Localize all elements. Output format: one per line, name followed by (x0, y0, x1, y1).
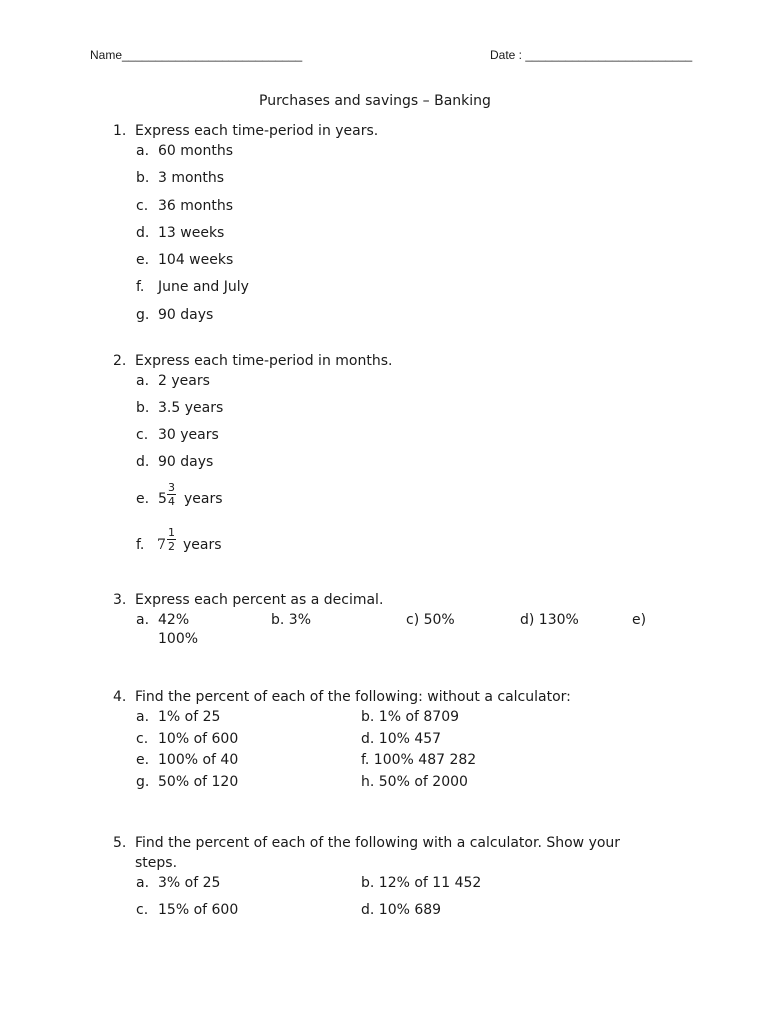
item-text: 15% of 600 (158, 902, 239, 918)
item-letter: a. (136, 875, 150, 891)
item-letter: f. (136, 537, 145, 553)
question-prompt-continued: steps. (135, 855, 178, 871)
item-c: c) 50% (406, 612, 455, 628)
item-text: 13 weeks (158, 225, 225, 241)
item-right: h. 50% of 2000 (361, 774, 468, 790)
item-letter: c. (136, 731, 149, 747)
item-letter: a. (136, 143, 150, 159)
item-letter: e. (136, 252, 150, 268)
item-unit: years (184, 491, 223, 507)
item-b: b. 3% (271, 612, 311, 628)
question-number: 2. (113, 353, 127, 369)
question-number: 4. (113, 689, 127, 705)
item-right: b. 12% of 11 452 (361, 875, 482, 891)
item-text: 3.5 years (158, 400, 224, 416)
fraction (167, 482, 176, 507)
fraction-numerator: 3 (168, 481, 175, 494)
item-letter: g. (136, 307, 150, 323)
item-letter: c. (136, 902, 149, 918)
item-text: 36 months (158, 198, 233, 214)
item-text: 3 months (158, 170, 225, 186)
question-number: 5. (113, 835, 127, 851)
item-e: e) (632, 612, 647, 628)
item-letter: a. (136, 612, 150, 628)
item-text: 30 years (158, 427, 219, 443)
mixed-number-whole: 7 (157, 537, 166, 553)
fraction-numerator: 1 (168, 526, 175, 539)
item-text: 1% of 25 (158, 709, 221, 725)
question-prompt: Find the percent of each of the following with a calculator. Show your (135, 835, 621, 851)
item-text: 60 months (158, 143, 233, 159)
fraction-denominator: 4 (168, 495, 175, 508)
date-field-label: Date : _________________________ (490, 48, 693, 62)
item-letter: a. (136, 373, 150, 389)
item-letter: e. (136, 752, 150, 768)
fraction (167, 527, 176, 552)
item-letter: d. (136, 225, 150, 241)
question-number: 3. (113, 592, 127, 608)
item-right: d. 10% 689 (361, 902, 442, 918)
item-text: 3% of 25 (158, 875, 221, 891)
item-letter: e. (136, 491, 150, 507)
item-text: 100% of 40 (158, 752, 239, 768)
item-unit: years (183, 537, 222, 553)
item-text: June and July (158, 279, 249, 295)
item-right: d. 10% 457 (361, 731, 442, 747)
item-right: f. 100% 487 282 (361, 752, 477, 768)
question-prompt: Find the percent of each of the following: without a calculator: (135, 689, 571, 705)
item-letter: f. (136, 279, 145, 295)
question-prompt: Express each time-period in months. (135, 353, 393, 369)
worksheet-title: Purchases and savings – Banking (259, 93, 491, 109)
item-text: 90 days (158, 454, 214, 470)
question-prompt: Express each time-period in years. (135, 123, 379, 139)
item-letter: c. (136, 198, 149, 214)
item-letter: b. (136, 400, 150, 416)
item-text: 50% of 120 (158, 774, 239, 790)
fraction-denominator: 2 (168, 540, 175, 553)
name-field-label: Name___________________________ (90, 48, 303, 62)
mixed-number-whole: 5 (158, 491, 167, 507)
item-text: 42% (158, 612, 190, 628)
item-text: 104 weeks (158, 252, 234, 268)
item-e-value: 100% (158, 631, 199, 647)
item-d: d) 130% (520, 612, 579, 628)
item-letter: d. (136, 454, 150, 470)
item-letter: g. (136, 774, 150, 790)
item-letter: b. (136, 170, 150, 186)
question-prompt: Express each percent as a decimal. (135, 592, 384, 608)
item-text: 10% of 600 (158, 731, 239, 747)
question-number: 1. (113, 123, 127, 139)
item-letter: c. (136, 427, 149, 443)
item-letter: a. (136, 709, 150, 725)
item-text: 2 years (158, 373, 210, 389)
item-text: 90 days (158, 307, 214, 323)
item-right: b. 1% of 8709 (361, 709, 460, 725)
